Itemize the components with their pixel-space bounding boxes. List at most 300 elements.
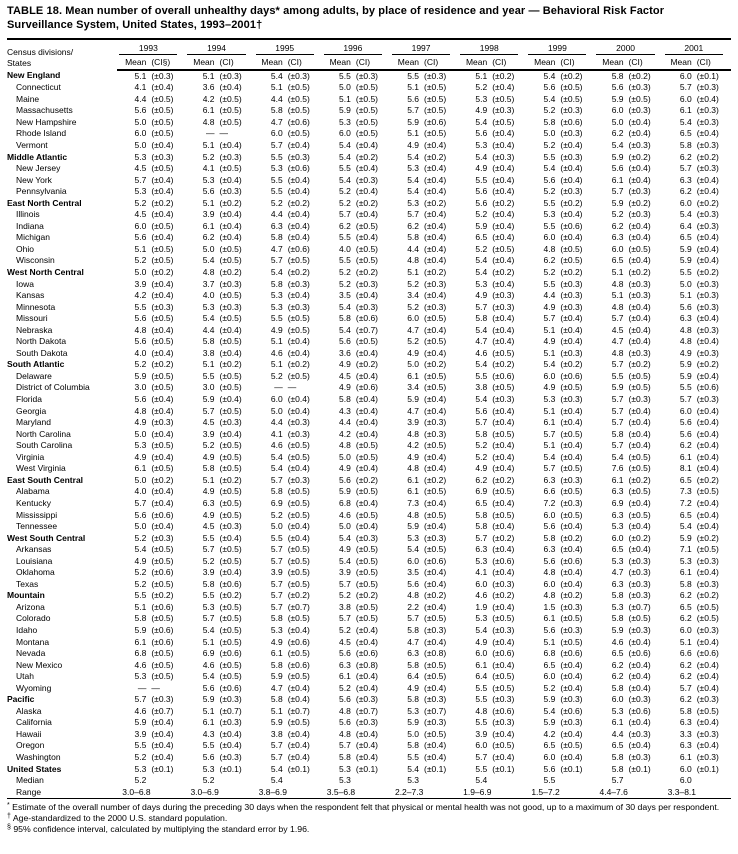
- ci-cell: (±0.5): [151, 544, 174, 555]
- ci-cell: (±0.5): [151, 648, 174, 659]
- ci-cell: (±0.4): [424, 324, 447, 335]
- mean-cell: 5.1: [543, 324, 556, 335]
- ci-cell: (±0.5): [151, 671, 174, 682]
- mean-cell: 4.8: [407, 255, 420, 266]
- mean-cell: 5.1: [202, 70, 215, 81]
- ci-cell: (±0.4): [492, 751, 515, 762]
- ci-cell: (±0.4): [492, 140, 515, 150]
- mean-cell: 5.2: [543, 267, 556, 278]
- mean-cell: 5.1: [134, 601, 147, 612]
- ci-cell: (±0.4): [355, 290, 379, 301]
- ci-cell: (±0.4): [287, 232, 310, 243]
- ci-cell: (±0.5): [424, 382, 447, 393]
- ci-cell: (±0.3): [696, 694, 719, 705]
- mean-cell: 5.7: [611, 440, 624, 451]
- mean-cell: 4.5: [611, 324, 624, 335]
- ci-cell: (±0.4): [424, 209, 447, 220]
- ci-cell: (±0.3): [219, 751, 242, 762]
- ci-cell: (±0.4): [151, 486, 174, 497]
- mean-cell: 4.5: [339, 636, 351, 647]
- table-row: [7, 775, 731, 787]
- table-row: [7, 429, 731, 441]
- ci-cell: (±0.4): [560, 728, 583, 739]
- mean-column-label: Mean: [322, 55, 352, 70]
- ci-cell: (±0.4): [151, 497, 174, 508]
- mean-cell: 5.4: [202, 255, 215, 266]
- ci-cell: (±0.2): [355, 151, 379, 162]
- mean-cell: 5.8: [270, 694, 283, 705]
- mean-cell: 4.0: [134, 347, 147, 358]
- ci-cell: (±0.4): [424, 243, 447, 254]
- mean-cell: 6.1: [679, 567, 692, 578]
- ci-cell: (±0.1): [287, 763, 310, 774]
- mean-cell: 6.0: [543, 232, 556, 243]
- mean-cell: 5.2: [339, 278, 351, 289]
- ci-cell: (±0.4): [560, 324, 583, 335]
- row-label: Florida: [16, 394, 42, 405]
- mean-cell: 4.4: [134, 93, 147, 104]
- ci-cell: (±0.4): [628, 255, 651, 266]
- mean-cell: 5.5: [475, 694, 488, 705]
- mean-cell: 5.6: [134, 105, 147, 116]
- mean-cell: 6.8: [543, 648, 556, 659]
- row-label: Oregon: [16, 740, 45, 751]
- ci-cell: (±0.5): [287, 370, 310, 381]
- ci-cell: (±0.5): [151, 382, 174, 393]
- table-row: [7, 544, 731, 556]
- mean-cell: 6.0: [134, 220, 147, 231]
- row-label: West South Central: [7, 532, 86, 543]
- mean-cell: 6.0: [270, 394, 283, 405]
- mean-cell: 5.7: [270, 740, 283, 751]
- ci-cell: (±0.6): [696, 648, 719, 659]
- ci-cell: (±0.6): [560, 555, 583, 566]
- mean-cell: 6.1: [679, 105, 692, 116]
- mean-cell: 6.2: [543, 255, 556, 266]
- year-label: 1996: [324, 43, 382, 55]
- mean-cell: 5.9: [407, 394, 420, 405]
- ci-cell: (±0.4): [492, 601, 515, 612]
- mean-cell: 6.5: [475, 232, 488, 243]
- ci-cell: (±0.4): [355, 521, 379, 532]
- row-label: Wyoming: [16, 682, 52, 693]
- table-row: [7, 463, 731, 475]
- table-row: [7, 579, 731, 591]
- mean-cell: 6.6: [543, 486, 556, 497]
- mean-cell: 5.4: [475, 116, 488, 127]
- ci-cell: (±0.5): [492, 671, 515, 682]
- ci-cell: (±0.4): [151, 174, 174, 185]
- ci-cell: (±0.2): [560, 532, 583, 543]
- table-row: [7, 198, 731, 210]
- mean-cell: 6.5: [679, 128, 692, 139]
- mean-cell: 6.0: [611, 694, 624, 705]
- footnote-marker: †: [7, 812, 11, 820]
- row-label: Nevada: [16, 648, 46, 659]
- mean-cell: 5.7: [611, 405, 624, 416]
- ci-cell: (±0.3): [628, 728, 651, 739]
- mean-cell: 5.7: [202, 544, 215, 555]
- ci-cell: (±0.4): [492, 278, 515, 289]
- mean-cell: 4.5: [202, 521, 215, 532]
- ci-cell: (±0.6): [560, 116, 583, 127]
- mean-cell: 5.7: [270, 255, 283, 266]
- mean-cell: 5.0: [339, 82, 351, 93]
- mean-cell: 5.7: [611, 394, 624, 405]
- ci-cell: (±0.4): [151, 521, 174, 532]
- ci-cell: (±0.4): [151, 740, 174, 751]
- row-label: Colorado: [16, 613, 51, 624]
- mean-cell: 5.7: [134, 694, 147, 705]
- table-row: [7, 637, 731, 649]
- mean-cell: 4.6: [611, 636, 624, 647]
- mean-cell: 5.6: [475, 197, 488, 208]
- table-row: [7, 417, 731, 429]
- mean-cell: 4.7: [475, 336, 488, 347]
- mean-cell: 4.9: [339, 544, 351, 555]
- mean-cell: 5.2: [543, 682, 556, 693]
- mean-cell: 3.7: [202, 278, 215, 289]
- mean-cell: 6.2: [611, 671, 624, 682]
- mean-cell: 3.8: [475, 382, 488, 393]
- mean-cell: 5.8: [475, 428, 488, 439]
- ci-cell: (±0.4): [560, 336, 583, 347]
- ci-cell: (±0.3): [628, 590, 651, 601]
- mean-cell: 6.3: [270, 220, 283, 231]
- mean-cell: 5.3: [202, 301, 215, 312]
- ci-cell: (±0.2): [424, 151, 447, 162]
- ci-cell: (±0.4): [287, 290, 310, 301]
- row-label: Mountain: [7, 590, 45, 601]
- ci-cell: (±0.2): [696, 532, 719, 543]
- ci-cell: (±0.4): [151, 232, 174, 243]
- mean-cell: 6.4: [407, 671, 420, 682]
- ci-cell: (±0.3): [219, 151, 242, 162]
- mean-cell: 5.5: [679, 382, 692, 393]
- ci-cell: (±0.4): [628, 163, 651, 174]
- mean-cell: 5.6: [475, 186, 488, 197]
- mean-cell: 5.4: [543, 705, 556, 716]
- ci-cell: (±0.1): [628, 763, 651, 774]
- mean-cell: 5.2: [339, 186, 351, 197]
- ci-cell: (±0.3): [219, 186, 242, 197]
- ci-cell: (±0.4): [696, 717, 719, 728]
- mean-cell: 5.1: [270, 82, 283, 93]
- mean-cell: 4.4: [543, 290, 556, 301]
- mean-cell: 5.0: [543, 128, 556, 139]
- ci-cell: (±0.4): [628, 440, 651, 451]
- mean-cell: 4.4: [407, 243, 420, 254]
- ci-cell: (±0.5): [219, 336, 242, 347]
- ci-cell: (±0.3): [560, 717, 583, 728]
- mean-cell: 4.8: [407, 428, 420, 439]
- ci-cell: (±0.4): [628, 405, 651, 416]
- ci-cell: (±0.2): [492, 197, 515, 208]
- mean-cell: 4.9: [543, 382, 556, 393]
- table-row: [7, 498, 731, 510]
- row-label: Indiana: [16, 220, 44, 231]
- ci-cell: (±0.4): [424, 521, 447, 532]
- ci-cell: (±0.4): [628, 636, 651, 647]
- ci-cell: [147, 775, 185, 787]
- mean-cell: 6.3: [407, 648, 420, 659]
- ci-cell: (±0.4): [424, 578, 447, 589]
- year-header-cell: [390, 39, 458, 55]
- mean-cell: 5.2: [202, 555, 215, 566]
- mean-cell: 5.6: [543, 624, 556, 635]
- ci-cell: (±0.4): [151, 140, 174, 150]
- mean-cell: 5.2: [339, 624, 351, 635]
- row-label: West Virginia: [16, 463, 66, 474]
- mean-cell: 6.0: [679, 624, 692, 635]
- mean-cell: 6.1: [270, 648, 283, 659]
- mean-cell: 5.4: [339, 532, 351, 543]
- ci-cell: (±0.4): [355, 624, 379, 635]
- mean-cell: 6.2: [679, 590, 692, 601]
- mean-cell: 5.1: [134, 243, 147, 254]
- ci-cell: (±0.5): [424, 128, 447, 139]
- mean-cell: 5.0: [134, 521, 147, 532]
- ci-cell: (±0.5): [219, 555, 242, 566]
- mean-cell: 5.4: [475, 394, 488, 405]
- ci-cell: (±0.4): [287, 463, 310, 474]
- mean-cell: 4.4: [611, 728, 624, 739]
- mean-cell: 6.5: [543, 740, 556, 751]
- mean-cell: 6.1: [407, 486, 420, 497]
- ci-cell: (±0.5): [151, 440, 174, 451]
- mean-cell: 7.1: [679, 544, 692, 555]
- mean-cell: 6.0: [475, 740, 488, 751]
- mean-cell: 3.8: [270, 728, 283, 739]
- mean-column-label: Mean: [185, 55, 215, 70]
- mean-cell: 4.8: [611, 347, 624, 358]
- ci-cell: (±0.2): [696, 267, 719, 278]
- mean-cell: 5.8: [475, 521, 488, 532]
- mean-cell: 6.6: [679, 648, 692, 659]
- mean-cell: 6.0: [543, 671, 556, 682]
- mean-cell: 5.7: [679, 682, 692, 693]
- ci-cell: (±0.2): [696, 590, 719, 601]
- mean-cell: 5.2: [134, 775, 147, 786]
- mean-cell: 5.2: [134, 255, 147, 266]
- mean-cell: 5.0: [134, 267, 147, 278]
- mean-cell: 6.1: [407, 370, 420, 381]
- ci-cell: (±0.4): [696, 243, 719, 254]
- mean-cell: 5.2: [134, 532, 147, 543]
- ci-cell: (±0.5): [355, 220, 379, 231]
- ci-cell: (±0.4): [219, 347, 242, 358]
- mean-cell: 5.6: [202, 682, 215, 693]
- mean-cell: 5.7: [407, 105, 420, 116]
- ci-cell: (±0.5): [492, 428, 515, 439]
- ci-cell: (±0.4): [492, 451, 515, 462]
- mean-cell: 5.2: [475, 209, 488, 220]
- mean-cell: 4.9: [134, 555, 147, 566]
- ci-cell: (±0.5): [287, 671, 310, 682]
- mean-cell: 5.4: [270, 763, 283, 774]
- ci-cell: (±0.4): [219, 140, 242, 150]
- mean-cell: 6.0: [543, 578, 556, 589]
- mean-cell: 5.4: [543, 451, 556, 462]
- mean-cell: 4.7: [611, 567, 624, 578]
- mean-cell: 5.5: [475, 370, 488, 381]
- mean-column-label: Mean: [526, 55, 556, 70]
- mean-cell: 4.2: [407, 440, 420, 451]
- mean-cell: 4.2: [339, 428, 351, 439]
- row-label: Middle Atlantic: [7, 151, 68, 162]
- mean-cell: 5.5: [134, 301, 147, 312]
- table-row: [7, 82, 731, 94]
- row-label: Rhode Island: [16, 128, 67, 139]
- mean-cell: 5.4: [679, 209, 692, 220]
- range-cell: 4.4–7.6: [599, 786, 628, 797]
- mean-cell: 3.6: [339, 347, 351, 358]
- ci-cell: (±0.4): [696, 463, 719, 474]
- mean-cell: 5.7: [407, 613, 420, 624]
- ci-cell: (±0.4): [492, 440, 515, 451]
- year-header-cell: [254, 39, 322, 55]
- mean-cell: 4.7: [407, 405, 420, 416]
- ci-cell: (±0.5): [355, 336, 379, 347]
- mean-cell: 5.1: [134, 70, 147, 81]
- ci-cell: (±0.5): [492, 243, 515, 254]
- ci-cell: (±0.5): [151, 578, 174, 589]
- ci-cell: (±0.6): [219, 682, 242, 693]
- ci-cell: (±0.5): [628, 451, 651, 462]
- ci-cell: (±0.5): [560, 636, 583, 647]
- mean-cell: 5.2: [202, 151, 215, 162]
- mean-cell: 1.5: [543, 601, 556, 612]
- ci-cell: (±0.4): [424, 394, 447, 405]
- ci-cell: (±0.2): [219, 590, 242, 601]
- ci-cell: (±0.5): [560, 243, 583, 254]
- mean-cell: 4.9: [475, 163, 488, 174]
- mean-cell: 4.8: [134, 405, 147, 416]
- ci-cell: (±0.6): [287, 163, 310, 174]
- ci-cell: (±0.4): [151, 82, 174, 93]
- mean-cell: 6.3: [611, 486, 624, 497]
- ci-cell: (±0.3): [560, 128, 583, 139]
- mean-cell: 5.9: [611, 197, 624, 208]
- mean-cell: 4.8: [202, 116, 215, 127]
- table-row: [7, 452, 731, 464]
- mean-cell: 5.4: [679, 521, 692, 532]
- mean-cell: 5.5: [202, 590, 215, 601]
- mean-cell: 4.9: [475, 105, 488, 116]
- year-label: 2001: [665, 43, 723, 55]
- row-label: Kansas: [16, 290, 45, 301]
- mean-cell: 7.3: [407, 497, 420, 508]
- ci-cell: (±0.3): [424, 301, 447, 312]
- mean-cell: 4.1: [134, 82, 147, 93]
- ci-cell: (±0.3): [355, 532, 379, 543]
- mean-cell: 5.3: [270, 301, 283, 312]
- mean-cell: 5.9: [543, 694, 556, 705]
- ci-cell: (±0.3): [287, 278, 310, 289]
- ci-cell: (±0.2): [287, 359, 310, 370]
- mean-column-label: Mean: [117, 55, 147, 70]
- mean-cell: 5.6: [202, 186, 215, 197]
- mean-cell: 4.8: [543, 567, 556, 578]
- mean-cell: 5.6: [134, 336, 147, 347]
- mean-cell: 6.0: [543, 370, 556, 381]
- mean-cell: 6.3: [611, 578, 624, 589]
- mean-cell: 5.1: [679, 636, 692, 647]
- ci-cell: (±0.4): [492, 463, 515, 474]
- ci-cell: (±0.7): [628, 601, 651, 612]
- mean-cell: 4.8: [407, 509, 420, 520]
- ci-cell: (±0.4): [696, 370, 719, 381]
- footnote-marker: *: [7, 802, 10, 810]
- ci-column-label: (CI): [488, 55, 526, 70]
- mean-cell: 5.3: [475, 555, 488, 566]
- ci-cell: (±0.3): [560, 347, 583, 358]
- ci-cell: (±0.4): [151, 728, 174, 739]
- ci-cell: (±0.3): [287, 151, 310, 162]
- mean-cell: 5.6: [339, 694, 351, 705]
- mean-cell: 5.7: [339, 209, 351, 220]
- mean-cell: 5.7: [543, 313, 556, 324]
- ci-cell: (±0.6): [628, 705, 651, 716]
- ci-cell: (±0.5): [560, 486, 583, 497]
- ci-cell: (±0.2): [151, 197, 174, 208]
- mean-cell: 5.1: [270, 336, 283, 347]
- ci-cell: (±0.5): [151, 105, 174, 116]
- ci-cell: (±0.3): [492, 717, 515, 728]
- ci-cell: (±0.2): [696, 151, 719, 162]
- table-row: [7, 660, 731, 672]
- mean-cell: 5.3: [339, 775, 351, 786]
- ci-cell: (±0.5): [151, 220, 174, 231]
- ci-cell: (±0.4): [355, 370, 379, 381]
- ci-cell: (±0.6): [151, 509, 174, 520]
- ci-cell: (±0.8): [424, 648, 447, 659]
- mean-cell: 5.1: [543, 347, 556, 358]
- mean-cell: 4.9: [134, 417, 147, 428]
- mean-cell: 5.0: [339, 451, 351, 462]
- ci-cell: (±0.5): [219, 440, 242, 451]
- ci-cell: (±0.5): [287, 486, 310, 497]
- year-header-cell: [185, 39, 253, 55]
- ci-cell: (±0.5): [628, 509, 651, 520]
- mean-cell: 4.5: [339, 370, 351, 381]
- ci-cell: (±0.5): [287, 105, 310, 116]
- ci-cell: (±0.4): [287, 521, 310, 532]
- ci-cell: (±0.5): [287, 555, 310, 566]
- mean-cell: 5.3: [611, 555, 624, 566]
- row-label: South Atlantic: [7, 359, 65, 370]
- mean-cell: 5.4: [475, 324, 488, 335]
- ci-cell: (±0.5): [628, 382, 651, 393]
- mean-cell: 4.0: [339, 243, 351, 254]
- ci-cell: (±0.5): [355, 486, 379, 497]
- mean-cell: 6.1: [407, 474, 420, 485]
- mean-cell: 5.2: [134, 567, 147, 578]
- ci-cell: (±0.3): [628, 140, 651, 150]
- mean-cell: 6.5: [679, 509, 692, 520]
- mean-cell: 5.1: [202, 705, 215, 716]
- mean-cell: 3.9: [202, 567, 215, 578]
- ci-cell: (±0.6): [219, 648, 242, 659]
- ci-cell: (±0.4): [628, 497, 651, 508]
- table-row: [7, 186, 731, 198]
- mean-cell: 5.1: [543, 440, 556, 451]
- row-header-line2: States: [7, 57, 32, 68]
- ci-cell: (±0.5): [287, 324, 310, 335]
- mean-cell: 5.8: [611, 751, 624, 762]
- mean-cell: 5.1: [407, 128, 420, 139]
- ci-cell: (±0.6): [560, 648, 583, 659]
